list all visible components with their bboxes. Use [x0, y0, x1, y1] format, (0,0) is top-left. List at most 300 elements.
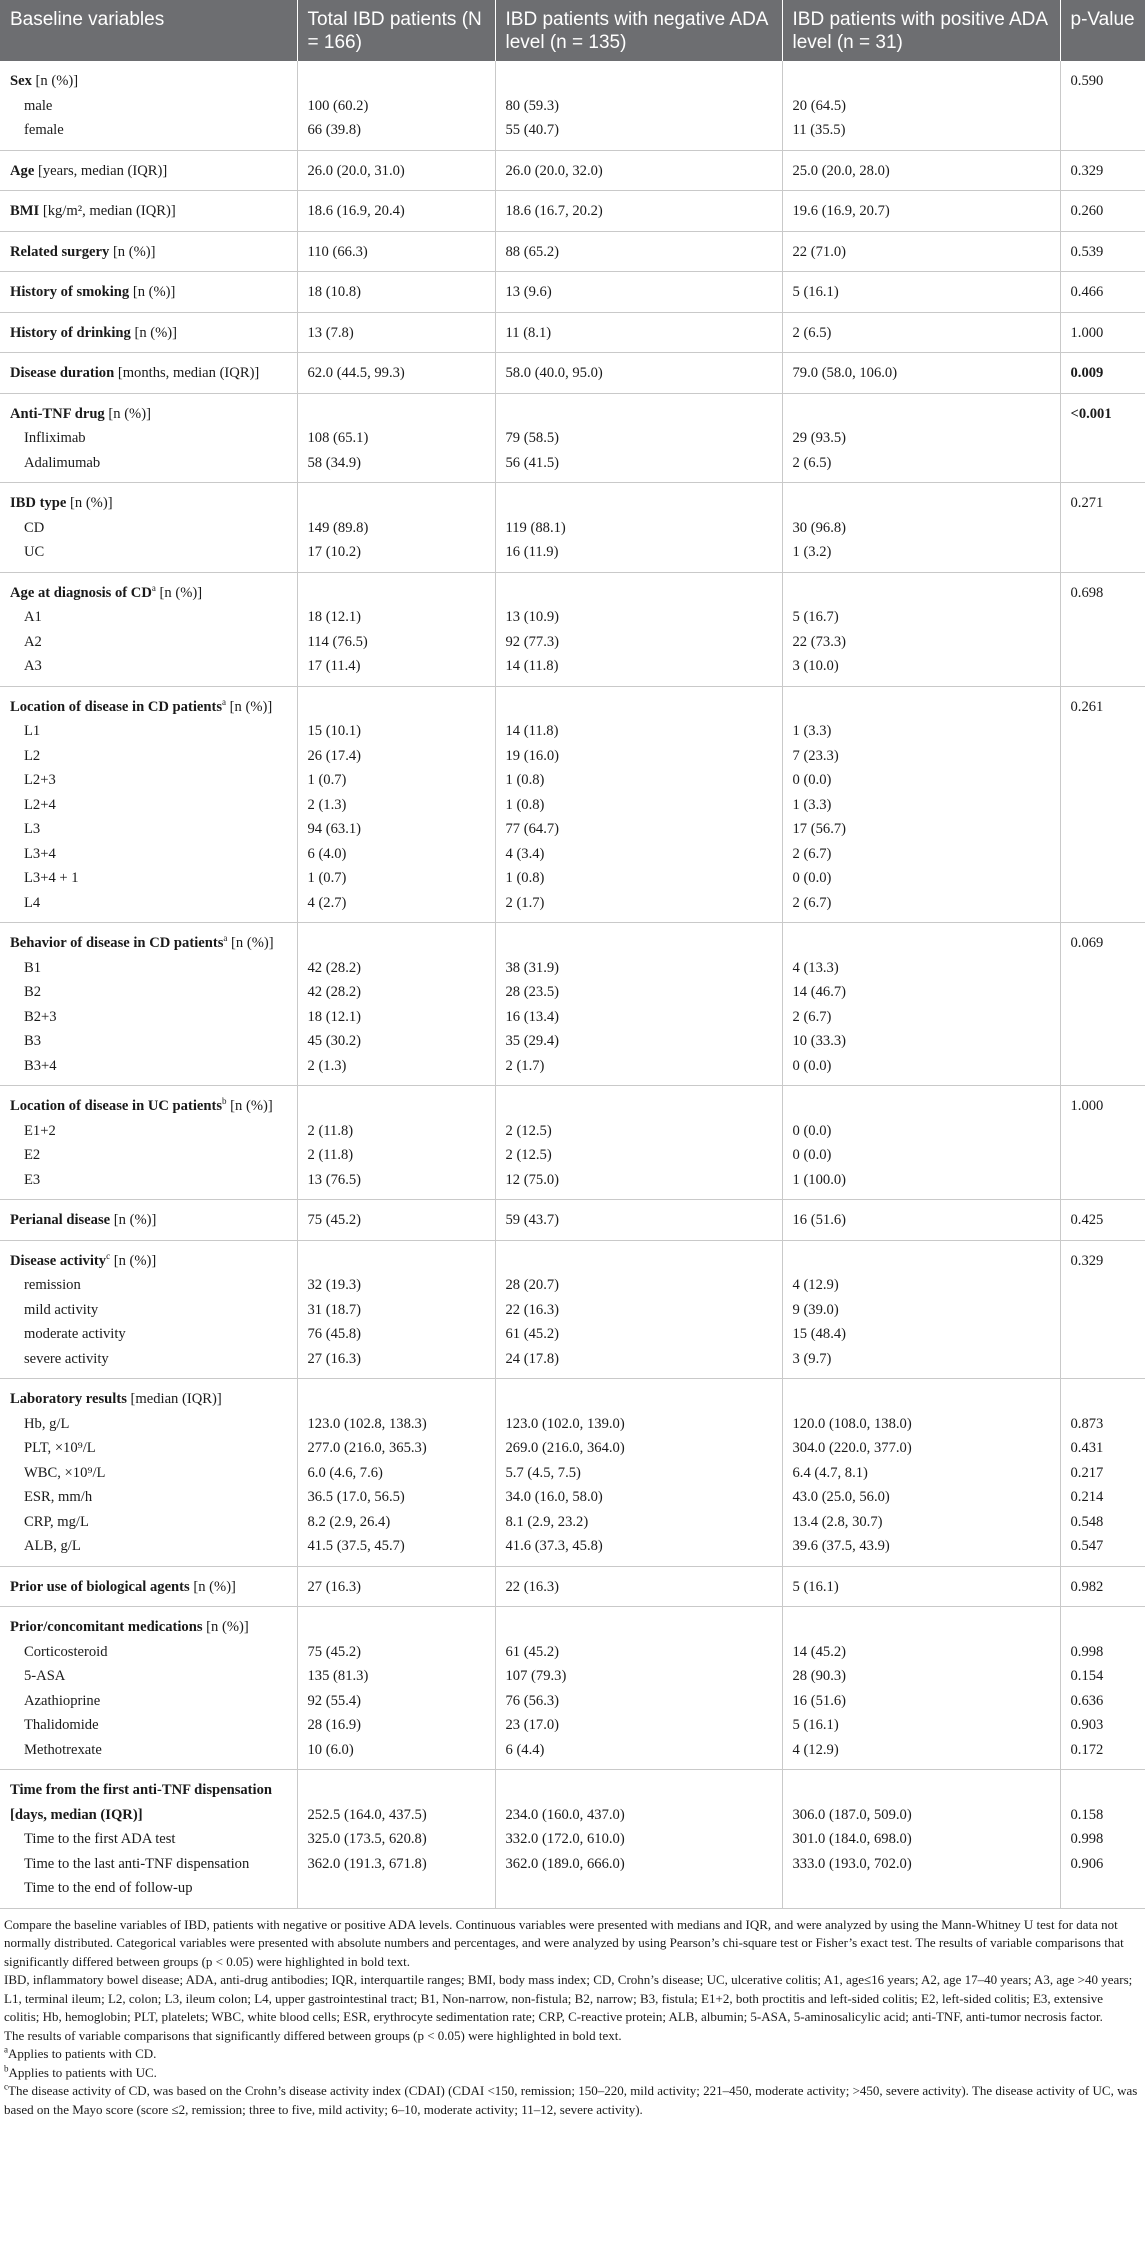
table-header — [0, 0, 1145, 61]
note-abbreviations — [4, 1971, 1139, 2027]
p-value-cell — [1060, 1566, 1145, 1607]
negative-cell — [495, 572, 782, 686]
spacer-line — [308, 1094, 487, 1119]
total-value: 2 (11.8) — [307, 1147, 354, 1163]
total-value: 2 (11.8) — [307, 1122, 354, 1139]
variable-cell — [0, 1086, 297, 1200]
group-label: Disease duration — [10, 365, 115, 381]
positive-value: 0 (0.0) — [792, 1122, 832, 1139]
spacer-line — [1071, 1778, 1138, 1803]
total-value: 114 (76.5) — [307, 633, 368, 650]
positive-value: 14 (45.2) — [792, 1643, 847, 1660]
sub-variable-label: B3 — [24, 1033, 42, 1049]
variable-cell — [0, 483, 297, 573]
p-value: <0.001 — [1070, 405, 1112, 422]
negative-value: 6 (4.4) — [505, 1741, 545, 1758]
negative-cell — [495, 1566, 782, 1607]
negative-value: 123.0 (102.0, 139.0) — [505, 1415, 625, 1432]
total-value: 27 (16.3) — [307, 1350, 362, 1367]
positive-cell — [782, 312, 1060, 353]
spacer-line — [506, 1249, 774, 1274]
table-row-group — [0, 61, 1145, 150]
total-value: 17 (11.4) — [307, 658, 361, 674]
negative-value: 1 (0.8) — [505, 870, 545, 886]
header-negative: IBD patients with negative ADA level (n = 135) — [495, 0, 782, 61]
group-label: Prior use of biological agents — [10, 1578, 190, 1595]
variable-cell — [0, 572, 297, 686]
p-value: 0.261 — [1070, 698, 1104, 715]
group-unit: [n (%)] — [202, 1619, 249, 1635]
positive-value: 10 (33.3) — [792, 1033, 847, 1049]
positive-value: 19.6 (16.9, 20.7) — [792, 203, 890, 219]
positive-cell — [782, 923, 1060, 1086]
total-value: 15 (10.1) — [307, 723, 362, 739]
note-compare-text: Compare the baseline variables of IBD, patients with negative or positive ADA levels. Continuous variables were presented with medians and IQR, and were analyzed by using the Mann-Whitney U test for data not normally distributed. Categorical variables were presented with absolute numbers and percentages, and were analyzed by using Pearson’s chi-square test or Fisher’s exact test. The results of variable comparisons that significantly differed between groups (p < 0.05) were highlighted in bold text. — [4, 1916, 1124, 1969]
total-value: 42 (28.2) — [307, 959, 362, 976]
positive-value: 5 (16.7) — [792, 609, 839, 625]
variable-cell — [0, 1379, 297, 1567]
negative-value: 12 (75.0) — [505, 1171, 560, 1188]
sub-variable-label: WBC, ×10⁹/L — [24, 1464, 106, 1481]
spacer-line — [506, 931, 774, 956]
total-cell — [297, 150, 495, 191]
group-label-line — [10, 1094, 289, 1119]
table-body — [0, 61, 1145, 1908]
negative-value: 11 (8.1) — [505, 324, 552, 341]
positive-value: 2 (6.7) — [792, 845, 832, 862]
total-value: 17 (10.2) — [307, 544, 362, 560]
footnote-marker: a — [222, 696, 227, 707]
total-cell — [297, 272, 495, 313]
group-label: Age at diagnosis of CD — [10, 584, 152, 601]
sub-variable-label: 5-ASA — [24, 1668, 66, 1684]
p-value-cell — [1060, 923, 1145, 1086]
positive-value: 3 (10.0) — [792, 658, 839, 674]
negative-value: 14 (11.8) — [505, 658, 559, 674]
total-value: 31 (18.7) — [307, 1301, 362, 1318]
total-cell — [297, 686, 495, 923]
negative-value: 1 (0.8) — [505, 772, 545, 788]
positive-value: 22 (73.3) — [792, 633, 847, 650]
spacer-line — [506, 402, 774, 427]
group-unit: [n (%)] — [110, 1212, 157, 1228]
negative-value: 13 (10.9) — [505, 609, 560, 625]
p-value: 0.009 — [1070, 365, 1104, 381]
group-unit: [n (%)] — [104, 405, 151, 422]
variable-cell — [0, 686, 297, 923]
group-label-line — [10, 1249, 289, 1274]
positive-value: 4 (12.9) — [792, 1741, 839, 1758]
total-cell — [297, 1607, 495, 1770]
negative-cell — [495, 1379, 782, 1567]
positive-value: 17 (56.7) — [792, 821, 847, 837]
p-value: 0.329 — [1070, 162, 1104, 179]
total-value: 36.5 (17.0, 56.5) — [307, 1489, 405, 1505]
total-value: 66 (39.8) — [307, 122, 362, 138]
total-cell — [297, 1379, 495, 1567]
p-value-cell — [1060, 272, 1145, 313]
spacer-line — [308, 581, 487, 606]
group-unit: [n (%)] — [66, 495, 113, 511]
spacer-line — [308, 491, 487, 516]
group-unit: [median (IQR)] — [126, 1391, 222, 1407]
negative-value: 28 (20.7) — [505, 1277, 560, 1293]
total-value: 13 (7.8) — [307, 324, 354, 341]
group-label: Prior/concomitant medications — [10, 1619, 203, 1635]
negative-cell — [495, 1240, 782, 1379]
p-value-cell — [1060, 1200, 1145, 1241]
sub-variable-label: CRP, mg/L — [24, 1513, 89, 1530]
positive-value: 20 (64.5) — [792, 97, 847, 114]
negative-cell — [495, 393, 782, 483]
total-value: 75 (45.2) — [307, 1212, 362, 1228]
group-label: Perianal disease — [10, 1212, 111, 1228]
negative-value: 2 (1.7) — [505, 894, 545, 911]
negative-value: 80 (59.3) — [505, 97, 560, 114]
positive-cell — [782, 393, 1060, 483]
group-unit: [n (%)] — [226, 698, 273, 715]
negative-value: 13 (9.6) — [505, 284, 552, 300]
negative-value: 58.0 (40.0, 95.0) — [505, 365, 603, 381]
p-value: 0.217 — [1070, 1464, 1104, 1481]
header-baseline-variables: Baseline variables — [0, 0, 297, 61]
note-c-marker: c — [4, 2081, 8, 2092]
total-cell — [297, 923, 495, 1086]
variable-cell — [0, 191, 297, 232]
positive-value: 120.0 (108.0, 138.0) — [792, 1415, 912, 1432]
group-label-line — [10, 1387, 289, 1412]
group-label: IBD type — [10, 495, 67, 511]
table-row-group — [0, 150, 1145, 191]
positive-cell — [782, 1379, 1060, 1567]
variable-cell — [0, 312, 297, 353]
total-value: 108 (65.1) — [307, 430, 369, 446]
total-value: 325.0 (173.5, 620.8) — [307, 1831, 427, 1847]
negative-value: 22 (16.3) — [505, 1578, 560, 1595]
p-value: 0.431 — [1070, 1440, 1104, 1456]
table-row-group — [0, 1200, 1145, 1241]
group-label-line — [10, 280, 289, 305]
p-value: 0.998 — [1070, 1643, 1104, 1660]
footnote-marker: a — [223, 933, 228, 944]
total-value: 18 (12.1) — [307, 609, 362, 625]
total-cell — [297, 1200, 495, 1241]
negative-value: 26.0 (20.0, 32.0) — [505, 162, 603, 179]
spacer-line — [793, 581, 1052, 606]
positive-value: 7 (23.3) — [792, 747, 839, 764]
spacer-line — [506, 1615, 774, 1640]
spacer-line — [793, 69, 1052, 94]
group-unit: [n (%)] — [155, 584, 203, 601]
total-value: 110 (66.3) — [307, 243, 368, 260]
spacer-line — [793, 402, 1052, 427]
table-row-group — [0, 393, 1145, 483]
sub-variable-label: Methotrexate — [24, 1741, 102, 1758]
negative-value: 332.0 (172.0, 610.0) — [505, 1831, 625, 1847]
negative-value: 4 (3.4) — [505, 845, 545, 862]
p-value: 0.982 — [1070, 1578, 1104, 1595]
spacer-line — [793, 1094, 1052, 1119]
total-cell — [297, 483, 495, 573]
positive-value: 5 (16.1) — [792, 284, 839, 300]
total-cell — [297, 572, 495, 686]
p-value: 0.548 — [1070, 1513, 1104, 1530]
spacer-line — [308, 402, 487, 427]
table-row-group — [0, 1770, 1145, 1909]
group-label: Anti-TNF drug — [10, 405, 105, 422]
negative-cell — [495, 191, 782, 232]
positive-value: 9 (39.0) — [792, 1301, 839, 1318]
total-value: 18 (10.8) — [307, 284, 362, 300]
total-value: 45 (30.2) — [307, 1033, 362, 1049]
total-value: 94 (63.1) — [307, 821, 362, 837]
negative-cell — [495, 231, 782, 272]
total-value: 13 (76.5) — [307, 1171, 362, 1188]
group-label-line — [10, 321, 289, 346]
positive-cell — [782, 572, 1060, 686]
spacer-line — [793, 1387, 1052, 1412]
variable-cell — [0, 1566, 297, 1607]
negative-value: 269.0 (216.0, 364.0) — [505, 1440, 625, 1456]
p-value: 0.903 — [1070, 1717, 1104, 1733]
positive-value: 2 (6.7) — [792, 1008, 832, 1025]
variable-cell — [0, 61, 297, 150]
sub-variable-label: L3 — [24, 821, 41, 837]
negative-value: 59 (43.7) — [505, 1212, 560, 1228]
p-value: 0.873 — [1070, 1415, 1104, 1432]
header-row — [0, 0, 1145, 61]
total-value: 28 (16.9) — [307, 1717, 362, 1733]
spacer-line — [308, 1778, 487, 1803]
positive-value: 22 (71.0) — [792, 243, 847, 260]
total-value: 6 (4.0) — [307, 845, 347, 862]
p-value: 0.698 — [1070, 584, 1104, 601]
p-value-cell — [1060, 231, 1145, 272]
group-unit: [n (%)] — [110, 1252, 157, 1269]
sub-variable-label: E2 — [24, 1147, 41, 1163]
table-row-group — [0, 686, 1145, 923]
negative-cell — [495, 353, 782, 394]
group-label-line — [10, 1778, 289, 1827]
sub-variable-label: female — [24, 122, 64, 138]
total-value: 26 (17.4) — [307, 747, 362, 764]
p-value: 0.154 — [1070, 1668, 1104, 1684]
spacer-line — [793, 695, 1052, 720]
negative-value: 14 (11.8) — [505, 723, 559, 739]
group-label-line — [10, 361, 289, 386]
group-unit: [n (%)] — [227, 935, 274, 951]
total-value: 27 (16.3) — [307, 1578, 362, 1595]
positive-value: 2 (6.5) — [792, 324, 832, 341]
negative-value: 55 (40.7) — [505, 122, 560, 138]
total-value: 149 (89.8) — [307, 519, 369, 536]
note-c-text: The disease activity of CD, was based on the Crohn’s disease activity index (CDAI) (CDAI <150, remission; 150–220, mild activity; 221–450, moderate activity; >450, severe activity). The disease activity of UC, was based on the Mayo score (score ≤2, remission; three to five, mild activity; 6–10, moderate activity; 11–12, severe activity). — [4, 2083, 1138, 2117]
spacer-line — [793, 1615, 1052, 1640]
positive-value: 5 (16.1) — [792, 1578, 839, 1595]
negative-value: 24 (17.8) — [505, 1350, 560, 1367]
variable-cell — [0, 923, 297, 1086]
positive-cell — [782, 1240, 1060, 1379]
note-bold — [4, 2027, 1139, 2046]
table-row-group — [0, 312, 1145, 353]
total-cell — [297, 1086, 495, 1200]
footnote-marker: a — [151, 582, 156, 593]
positive-value: 14 (46.7) — [792, 984, 847, 1000]
group-label-line — [10, 581, 289, 606]
table-row-group — [0, 1379, 1145, 1567]
spacer-line — [506, 581, 774, 606]
sub-variable-label: Time to the end of follow-up — [24, 1880, 193, 1896]
positive-cell — [782, 686, 1060, 923]
positive-value: 1 (3.3) — [792, 796, 832, 813]
total-cell — [297, 191, 495, 232]
positive-cell — [782, 1086, 1060, 1200]
negative-cell — [495, 61, 782, 150]
total-cell — [297, 1770, 495, 1909]
negative-value: 41.6 (37.3, 45.8) — [505, 1538, 603, 1554]
spacer-line — [506, 1387, 774, 1412]
note-compare — [4, 1916, 1139, 1972]
sub-variable-label: L3+4 + 1 — [24, 870, 79, 886]
total-value: 18.6 (16.9, 20.4) — [307, 203, 405, 219]
table-row-group — [0, 1566, 1145, 1607]
p-value: 0.069 — [1070, 935, 1104, 951]
spacer-line — [308, 931, 487, 956]
sub-variable-label: Time to the first ADA test — [24, 1831, 176, 1847]
p-value: 0.214 — [1070, 1489, 1104, 1505]
p-value-cell — [1060, 150, 1145, 191]
negative-value: 76 (56.3) — [505, 1692, 560, 1709]
group-label: Location of disease in CD patients — [10, 698, 223, 715]
total-value: 135 (81.3) — [307, 1668, 369, 1684]
table-row-group — [0, 483, 1145, 573]
sub-variable-label: L2+4 — [24, 796, 56, 813]
total-value: 123.0 (102.8, 138.3) — [307, 1415, 427, 1432]
negative-value: 2 (12.5) — [505, 1147, 552, 1163]
sub-variable-label: mild activity — [24, 1301, 99, 1318]
total-value: 32 (19.3) — [307, 1277, 362, 1293]
spacer-line — [793, 1778, 1052, 1803]
group-unit: [days, median (IQR)] — [10, 1806, 143, 1823]
group-label: Related surgery — [10, 243, 110, 260]
p-value-cell — [1060, 61, 1145, 150]
negative-value: 16 (11.9) — [505, 544, 559, 560]
positive-value: 15 (48.4) — [792, 1326, 847, 1342]
header-p-value: p-Value — [1060, 0, 1145, 61]
sub-variable-label: E3 — [24, 1171, 41, 1188]
negative-cell — [495, 686, 782, 923]
p-value: 0.636 — [1070, 1692, 1104, 1709]
negative-value: 362.0 (189.0, 666.0) — [505, 1855, 625, 1872]
note-a-marker: a — [4, 2044, 8, 2055]
variable-cell — [0, 393, 297, 483]
note-bold-text: The results of variable comparisons that significantly differed between groups (p < 0.05) were highlighted in bold text. — [4, 2027, 622, 2043]
header-positive: IBD patients with positive ADA level (n = 31) — [782, 0, 1060, 61]
sub-variable-label: B3+4 — [24, 1057, 57, 1074]
p-value: 0.260 — [1070, 203, 1104, 219]
total-cell — [297, 393, 495, 483]
negative-value: 2 (1.7) — [505, 1057, 545, 1074]
negative-value: 2 (12.5) — [505, 1122, 552, 1139]
table-notes — [0, 1909, 1145, 2120]
positive-value: 16 (51.6) — [792, 1212, 847, 1228]
negative-cell — [495, 483, 782, 573]
group-label-line — [10, 931, 289, 956]
sub-variable-label: B2+3 — [24, 1008, 57, 1025]
group-label-line — [10, 240, 289, 265]
variable-cell — [0, 353, 297, 394]
p-value: 0.539 — [1070, 243, 1104, 260]
p-value: 1.000 — [1070, 1098, 1104, 1114]
p-value: 0.906 — [1070, 1855, 1104, 1872]
p-value-cell — [1060, 1770, 1145, 1909]
positive-value: 79.0 (58.0, 106.0) — [792, 365, 898, 381]
footnote-marker: c — [106, 1250, 111, 1261]
total-value: 10 (6.0) — [307, 1741, 354, 1758]
spacer-line — [506, 1778, 774, 1803]
spacer-line — [308, 1615, 487, 1640]
positive-value: 301.0 (184.0, 698.0) — [792, 1831, 912, 1847]
sub-variable-label: A2 — [24, 633, 42, 650]
total-cell — [297, 1566, 495, 1607]
total-value: 26.0 (20.0, 31.0) — [307, 162, 405, 179]
table-row-group — [0, 1240, 1145, 1379]
negative-value: 61 (45.2) — [505, 1643, 560, 1660]
negative-value: 234.0 (160.0, 437.0) — [505, 1806, 625, 1823]
group-label: BMI — [10, 203, 40, 219]
sub-variable-label: L1 — [24, 723, 41, 739]
positive-cell — [782, 150, 1060, 191]
positive-value: 4 (12.9) — [792, 1277, 839, 1293]
spacer-line — [506, 1094, 774, 1119]
variable-cell — [0, 272, 297, 313]
spacer-line — [793, 931, 1052, 956]
negative-value: 35 (29.4) — [505, 1033, 560, 1049]
total-value: 8.2 (2.9, 26.4) — [307, 1513, 391, 1530]
negative-cell — [495, 312, 782, 353]
total-value: 76 (45.8) — [307, 1326, 362, 1342]
negative-value: 34.0 (16.0, 58.0) — [505, 1489, 603, 1505]
negative-value: 16 (13.4) — [505, 1008, 560, 1025]
spacer-line — [1071, 1387, 1138, 1412]
group-unit: [years, median (IQR)] — [34, 162, 168, 179]
negative-value: 56 (41.5) — [505, 454, 560, 471]
negative-value: 88 (65.2) — [505, 243, 560, 260]
negative-value: 1 (0.8) — [505, 796, 545, 813]
p-value: 0.271 — [1070, 495, 1104, 511]
p-value: 0.590 — [1070, 73, 1104, 89]
spacer-line — [793, 1249, 1052, 1274]
total-cell — [297, 1240, 495, 1379]
total-value: 2 (1.3) — [307, 1057, 347, 1074]
p-value-cell — [1060, 1379, 1145, 1567]
p-value: 0.172 — [1070, 1741, 1104, 1758]
positive-value: 5 (16.1) — [792, 1717, 839, 1733]
total-value: 4 (2.7) — [307, 894, 347, 911]
sub-variable-label: moderate activity — [24, 1326, 126, 1342]
group-label-line — [10, 695, 289, 720]
spacer-line — [506, 695, 774, 720]
positive-value: 3 (9.7) — [792, 1350, 832, 1367]
negative-cell — [495, 1086, 782, 1200]
negative-value: 38 (31.9) — [505, 959, 560, 976]
p-value-cell — [1060, 686, 1145, 923]
p-value-cell — [1060, 353, 1145, 394]
total-value: 18 (12.1) — [307, 1008, 362, 1025]
negative-cell — [495, 1200, 782, 1241]
table-row-group — [0, 1086, 1145, 1200]
table-row-group — [0, 191, 1145, 232]
